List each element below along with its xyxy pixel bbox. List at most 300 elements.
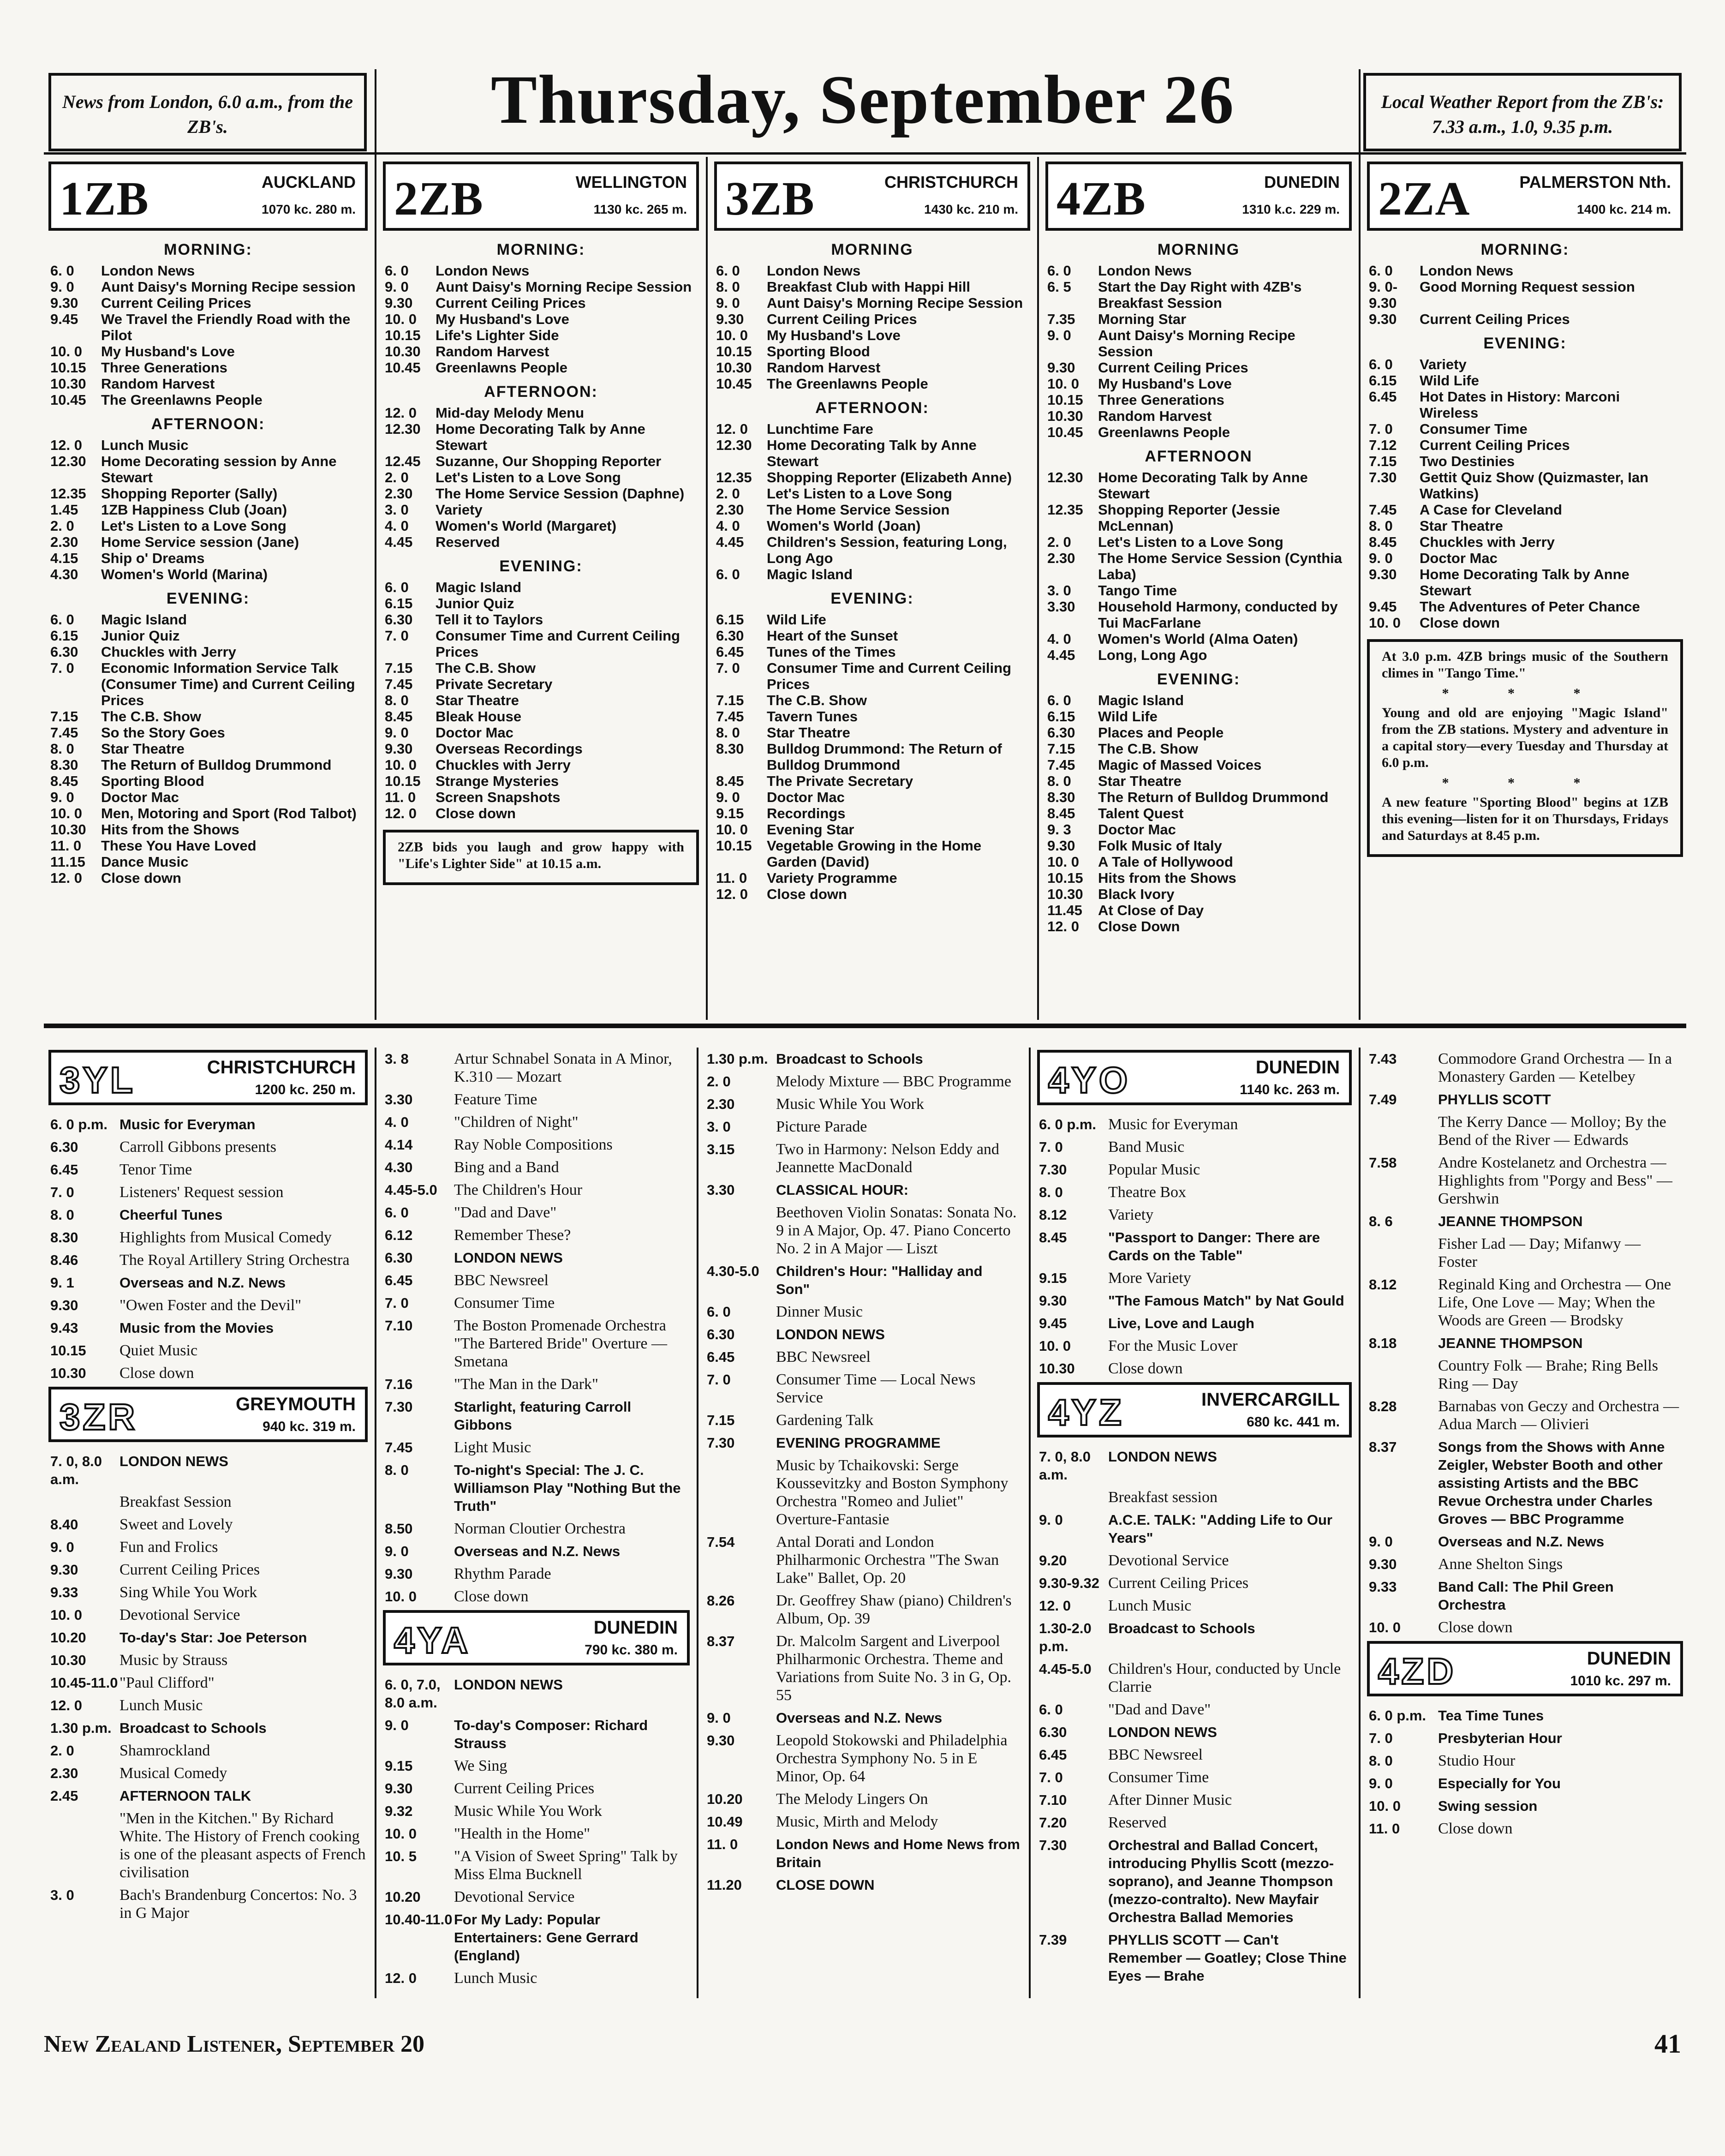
programme-time: 6.15: [1047, 708, 1075, 725]
programme-title: Devotional Service: [454, 1888, 575, 1905]
programme-time: [1369, 1113, 1438, 1149]
programme-title: Lunch Music: [119, 1697, 203, 1714]
programme-time: 12. 0: [385, 405, 417, 421]
programme-row: [385, 327, 697, 343]
programme-time: 6. 0: [1039, 1701, 1063, 1718]
programme-row: [1369, 1357, 1681, 1393]
programme-time: 2.30: [385, 485, 413, 502]
programme-title: Chuckles with Jerry: [436, 757, 571, 773]
programme-title: Devotional Service: [119, 1606, 240, 1623]
programme-title: "The Famous Match" by Nat Gould: [1108, 1293, 1344, 1309]
programme-title: Tea Time Tunes: [1438, 1707, 1544, 1724]
programme-row: [385, 725, 697, 741]
programme-title: Aunt Daisy's Morning Recipe Session: [436, 279, 692, 295]
programme-row: [1369, 1729, 1681, 1747]
programme-row: [1369, 1438, 1681, 1528]
programme-title: Vegetable Growing in the Home Garden (David): [767, 838, 982, 870]
section-heading: EVENING:: [1157, 671, 1241, 688]
programme-time: 12. 0: [1039, 1598, 1071, 1614]
programme-time: 6. 0 p.m.: [1039, 1116, 1097, 1132]
programme-title: Artur Schnabel Sonata in A Minor, K.310 — Mozart: [454, 1050, 672, 1085]
programme-title: Dr. Geoffrey Shaw (piano) Children's Album, Op. 39: [776, 1592, 1012, 1627]
programme-row: [50, 1538, 366, 1556]
programme-row: [385, 1136, 688, 1154]
programme-title: 1ZB Happiness Club (Joan): [101, 502, 287, 518]
programme-title: Magic of Massed Voices: [1098, 757, 1262, 773]
programme-time: 6. 0: [1369, 263, 1393, 279]
programme-title: Anne Shelton Sings: [1438, 1556, 1563, 1573]
programme-title: LONDON NEWS: [1108, 1449, 1217, 1465]
programme-time: 12. 0: [50, 437, 82, 453]
programme-title: Women's World (Margaret): [436, 518, 617, 534]
programme-row: [50, 660, 366, 708]
programme-row: [385, 789, 697, 805]
programme-time: 7.15: [1369, 453, 1397, 469]
programme-title: The Greenlawns People: [101, 392, 263, 408]
programme-title: Current Ceiling Prices: [1108, 1575, 1249, 1592]
programme-time: 8.45: [385, 708, 413, 725]
programme-row: [1047, 708, 1350, 725]
programme-time: 2.30: [50, 534, 78, 550]
programme-time: 6. 0, 7.0, 8.0 a.m.: [385, 1677, 441, 1711]
programme-title: Mid-day Melody Menu: [436, 405, 585, 421]
programme-row: [1369, 389, 1681, 421]
top-divider-4: [1359, 69, 1361, 1020]
programme-row: [707, 1181, 1020, 1199]
station-frequency: 1130 kc. 265 m.: [593, 202, 687, 216]
programme-row: [707, 1835, 1020, 1871]
programme-title: Dance Music: [101, 854, 189, 870]
programme-row: [1369, 518, 1681, 534]
programme-row: [385, 1847, 688, 1883]
programme-title: BBC Newsreel: [454, 1272, 549, 1289]
programme-title: Two Destinies: [1420, 453, 1515, 469]
programme-row: [385, 1158, 688, 1176]
programme-row: [1047, 263, 1350, 279]
section-heading: MORNING: [1157, 241, 1240, 258]
programme-title: Gettit Quiz Show (Quizmaster, Ian Watkins): [1420, 469, 1649, 502]
programme-title: Star Theatre: [1420, 518, 1503, 534]
programme-time: 9.33: [50, 1584, 78, 1600]
programme-time: 8. 0: [1047, 773, 1071, 789]
programme-title: Talent Quest: [1098, 805, 1184, 821]
programme-time: 6. 0: [1047, 263, 1071, 279]
station-frequency: 1400 kc. 214 m.: [1577, 202, 1671, 216]
programme-time: 8.30: [1047, 789, 1075, 805]
programme-row: [716, 741, 1028, 773]
programme-title: London News: [101, 263, 195, 279]
programme-time: 8. 6: [1369, 1213, 1393, 1229]
programme-row: [1047, 789, 1350, 805]
programme-title: Men, Motoring and Sport (Rod Talbot): [101, 805, 357, 821]
programme-title: Doctor Mac: [767, 789, 845, 805]
programme-time: 3. 8: [385, 1051, 409, 1067]
programme-row: [50, 534, 366, 550]
programme-title: Greenlawns People: [436, 359, 567, 376]
station-header: [48, 162, 368, 231]
programme-time: 10.20: [385, 1889, 421, 1905]
programme-row: [50, 870, 366, 886]
programme-row: [716, 534, 1028, 566]
bottom-divider-1: [375, 1048, 376, 1998]
programme-row: [50, 1493, 366, 1511]
programme-time: 6.15: [1369, 372, 1397, 389]
programme-title: Tavern Tunes: [767, 708, 858, 725]
programme-time: 7. 0: [50, 660, 74, 676]
programme-time: 3.30: [385, 1091, 413, 1108]
programme-title: Norman Cloutier Orchestra: [454, 1520, 626, 1537]
programme-time: 10.15: [50, 359, 86, 376]
programme-time: 8.40: [50, 1516, 78, 1533]
programme-time: 9. 0: [1039, 1512, 1063, 1528]
programme-title: Fisher Lad — Day; Mifanwy — Foster: [1438, 1235, 1641, 1270]
programme-time: 9.45: [1369, 599, 1397, 615]
programme-row: [385, 708, 697, 725]
programme-row: [385, 453, 697, 469]
section-heading: EVENING:: [166, 590, 250, 607]
programme-title: Bach's Brandenburg Concertos: No. 3 in G Major: [119, 1886, 357, 1922]
programme-row: [50, 725, 366, 741]
programme-row: [716, 821, 1028, 838]
programme-row: [50, 1274, 366, 1292]
programme-title: Consumer Time and Current Ceiling Prices: [436, 628, 680, 660]
programme-title: Music While You Work: [454, 1803, 602, 1820]
programme-time: 6.45: [50, 1162, 78, 1178]
programme-title: Close down: [1420, 615, 1500, 631]
programme-time: 6. 0: [716, 263, 740, 279]
programme-time: 9. 0: [1047, 327, 1071, 343]
programme-time: 9. 3: [1047, 821, 1071, 838]
programme-time: 12. 0: [385, 805, 417, 821]
programme-time: 10.49: [707, 1814, 743, 1830]
programme-title: The Return of Bulldog Drummond: [1098, 789, 1329, 805]
programme-row: [385, 1757, 688, 1775]
programme-time: 2. 0: [50, 518, 74, 534]
programme-time: 6.30: [707, 1326, 735, 1342]
programme-row: [1039, 1115, 1350, 1133]
programme-row: [1047, 757, 1350, 773]
programme-time: 9.30: [716, 311, 744, 327]
programme-row: [385, 518, 697, 534]
programme-title: Current Ceiling Prices: [767, 311, 917, 327]
programme-time: 6. 0: [385, 579, 409, 595]
programme-title: Magic Island: [101, 611, 187, 628]
station-call-sign: 3YL: [60, 1060, 136, 1101]
programme-row: [50, 279, 366, 295]
programme-row: [1039, 1511, 1350, 1547]
programme-time: 9.30: [1047, 359, 1075, 376]
programme-row: [385, 1716, 688, 1752]
section-heading: AFTERNOON:: [151, 415, 265, 433]
programme-time: 9.32: [385, 1803, 413, 1819]
programme-title: Dinner Music: [776, 1303, 863, 1320]
programme-time: 4.15: [50, 550, 78, 566]
programme-time: 7. 0: [1039, 1769, 1063, 1785]
programme-time: 8.12: [1039, 1207, 1067, 1223]
programme-time: 12.30: [50, 453, 86, 469]
programme-row: [50, 485, 366, 502]
programme-row: [707, 1371, 1020, 1407]
programme-title: Popular Music: [1108, 1161, 1200, 1178]
programme-row: [1047, 359, 1350, 376]
programme-title: Current Ceiling Prices: [436, 295, 586, 311]
programme-row: [1047, 550, 1350, 582]
programme-time: 8. 0: [716, 279, 740, 295]
programme-title: Black Ivory: [1098, 886, 1175, 902]
programme-time: 8.50: [385, 1521, 413, 1537]
programme-title: London News and Home News from Britain: [776, 1836, 1020, 1870]
programme-row: [385, 1317, 688, 1371]
programme-row: [1039, 1768, 1350, 1786]
programme-title: Recordings: [767, 805, 846, 821]
programme-row: [1047, 469, 1350, 502]
programme-row: [385, 1542, 688, 1560]
programme-time: 7. 0: [1039, 1139, 1063, 1155]
programme-row: [1369, 1797, 1681, 1815]
programme-time: 2.45: [50, 1788, 78, 1804]
programme-title: Close down: [119, 1365, 194, 1382]
programme-title: The Kerry Dance — Molloy; By the Bend of the River — Edwards: [1438, 1114, 1666, 1149]
programme-title: "Dad and Dave": [1108, 1701, 1211, 1718]
footer-publication: New Zealand Listener, September 20: [44, 2031, 424, 2057]
programme-title: Home Decorating session by Anne Stewart: [101, 453, 337, 485]
programme-row: [1047, 327, 1350, 359]
programme-row: [1369, 1050, 1681, 1086]
programme-title: Lunch Music: [454, 1970, 537, 1987]
programme-time: 8.45: [1369, 534, 1397, 550]
station-city: CHRISTCHURCH: [884, 173, 1018, 192]
programme-time: 7.58: [1369, 1155, 1397, 1171]
programme-row: [50, 1629, 366, 1647]
programme-row: [707, 1434, 1020, 1452]
programme-title: Variety Programme: [767, 870, 897, 886]
programme-title: Lunchtime Fare: [767, 421, 873, 437]
programme-time: 9. 0: [1369, 550, 1393, 566]
station-frequency: 940 kc. 319 m.: [263, 1419, 356, 1434]
programme-title: Band Call: The Phil Green Orchestra: [1438, 1579, 1614, 1613]
station-call-sign: 2ZB: [394, 172, 483, 225]
programme-row: [385, 469, 697, 485]
programme-row: [385, 1271, 688, 1289]
programme-row: [1039, 1660, 1350, 1696]
programme-row: [1369, 372, 1681, 389]
programme-title: Breakfast Session: [119, 1493, 232, 1510]
programme-row: [707, 1095, 1020, 1113]
programme-row: [707, 1411, 1020, 1429]
programme-title: Hits from the Shows: [1098, 870, 1236, 886]
programme-time: 7.45: [1047, 757, 1075, 773]
programme-time: 9. 0: [50, 279, 74, 295]
programme-row: [50, 1206, 366, 1224]
programme-title: PHYLLIS SCOTT: [1438, 1091, 1551, 1108]
programme-title: Cheerful Tunes: [119, 1207, 223, 1223]
programme-row: [707, 1140, 1020, 1176]
programme-time: 6.30: [716, 628, 744, 644]
programme-time: 9.30: [1369, 1556, 1397, 1572]
programme-title: Country Folk — Brahe; Ring Bells Ring — Day: [1438, 1357, 1658, 1392]
programme-row: [1369, 550, 1681, 566]
programme-time: 1.30 p.m.: [50, 1720, 112, 1736]
programme-time: 9.30: [1369, 566, 1397, 582]
programme-time: 11.45: [1047, 902, 1082, 918]
programme-row: [385, 1050, 688, 1086]
section-heading: EVENING:: [499, 557, 583, 575]
programme-row: [1369, 469, 1681, 502]
station-frequency: 1140 kc. 263 m.: [1240, 1082, 1340, 1097]
programme-title: Let's Listen to a Love Song: [436, 469, 621, 485]
programme-row: [1369, 421, 1681, 437]
programme-title: The C.B. Show: [767, 692, 867, 708]
programme-title: Especially for You: [1438, 1775, 1561, 1791]
station-header: [1037, 1050, 1352, 1105]
programme-time: 8.26: [707, 1593, 735, 1609]
programme-time: 7. 0, 8.0 a.m.: [50, 1453, 102, 1487]
programme-time: 11. 0: [385, 789, 416, 805]
programme-time: 10. 0: [385, 1588, 417, 1605]
programme-title: Let's Listen to a Love Song: [767, 485, 952, 502]
programme-row: [385, 1910, 688, 1964]
programme-time: 6. 0: [716, 566, 740, 582]
programme-time: 9. 0: [385, 1543, 409, 1559]
programme-title: Starlight, featuring Carroll Gibbons: [454, 1399, 632, 1433]
page-number: 41: [1654, 2029, 1681, 2059]
programme-row: [50, 1115, 366, 1133]
programme-time: 4.45: [385, 534, 413, 550]
programme-title: Highlights from Musical Comedy: [119, 1229, 332, 1246]
programme-title: Let's Listen to a Love Song: [101, 518, 287, 534]
programme-title: Beethoven Violin Sonatas: Sonata No. 9 in A Major, Op. 47. Piano Concerto No. 2 in A Major — Liszt: [776, 1204, 1017, 1257]
programme-time: 6.45: [707, 1349, 735, 1365]
programme-time: 6. 0: [1047, 692, 1071, 708]
programme-title: "Owen Foster and the Devil": [119, 1297, 302, 1314]
programme-title: The Boston Promenade Orchestra "The Bartered Bride" Overture — Smetana: [454, 1317, 668, 1370]
programme-row: [50, 1719, 366, 1737]
programme-time: 9.30: [50, 295, 78, 311]
programme-time: 10.45: [385, 359, 421, 376]
station-frequency: 1010 kc. 297 m.: [1570, 1673, 1671, 1689]
programme-title: Reserved: [1108, 1814, 1167, 1831]
programme-row: [385, 311, 697, 327]
programme-time: 9.15: [1039, 1270, 1067, 1286]
programme-title: Bleak House: [436, 708, 522, 725]
station-frequency: 1070 kc. 280 m.: [262, 202, 356, 216]
programme-title: Ray Noble Compositions: [454, 1136, 613, 1153]
programme-row: [716, 773, 1028, 789]
programme-time: 12.30: [1047, 469, 1083, 485]
programme-time: [707, 1456, 776, 1528]
programme-time: 9.30: [1039, 1293, 1067, 1309]
programme-row: [385, 741, 697, 757]
programme-title: Random Harvest: [767, 359, 881, 376]
programme-row: [1047, 692, 1350, 708]
programme-time: 9.15: [716, 805, 744, 821]
programme-title: AFTERNOON TALK: [119, 1788, 251, 1804]
station-call-sign: 4YA: [394, 1620, 471, 1661]
programme-time: 10.30: [1047, 408, 1083, 424]
programme-row: [1039, 1448, 1350, 1484]
programme-title: Sporting Blood: [767, 343, 870, 359]
programme-title: More Variety: [1108, 1270, 1191, 1287]
programme-time: 9.30: [50, 1562, 78, 1578]
promo-box: [1367, 639, 1683, 857]
programme-row: [385, 279, 697, 295]
programme-row: [1047, 870, 1350, 886]
programme-time: 8. 0: [50, 1207, 74, 1223]
programme-time: 12. 0: [50, 1697, 82, 1713]
programme-time: 7.15: [1047, 741, 1075, 757]
programme-time: 10. 0: [1369, 1798, 1401, 1814]
programme-row: [716, 644, 1028, 660]
programme-title: BBC Newsreel: [1108, 1746, 1203, 1763]
programme-row: [1039, 1138, 1350, 1156]
programme-row: [50, 437, 366, 453]
programme-row: [385, 1249, 688, 1267]
promo-paragraph: At 3.0 p.m. 4ZB brings music of the Southern climes in "Tango Time.": [1382, 649, 1668, 681]
programme-title: Star Theatre: [101, 741, 185, 757]
programme-row: [385, 1438, 688, 1456]
programme-time: 9. 0: [385, 725, 409, 741]
programme-title: Wild Life: [1098, 708, 1158, 725]
programme-time: 7. 0: [50, 1184, 74, 1200]
programme-row: [385, 1565, 688, 1583]
programme-title: Home Decorating Talk by Anne Stewart: [1098, 469, 1308, 502]
programme-title: The C.B. Show: [101, 708, 201, 725]
programme-time: 2.30: [1047, 550, 1075, 566]
programme-row: [50, 741, 366, 757]
programme-title: Aunt Daisy's Morning Recipe Session: [1098, 327, 1295, 359]
programme-time: 4.45-5.0: [1039, 1661, 1092, 1677]
programme-title: My Husband's Love: [101, 343, 235, 359]
programme-row: [707, 1325, 1020, 1343]
programme-time: 8. 0: [385, 692, 409, 708]
programme-row: [50, 359, 366, 376]
programme-time: 7.39: [1039, 1932, 1067, 1948]
programme-row: [50, 1561, 366, 1579]
programme-time: [1369, 1235, 1438, 1271]
programme-title: "Men in the Kitchen." By Richard White. The History of French cooking is one of the pleasant aspects of French civilisation: [119, 1810, 366, 1881]
programme-row: [385, 611, 697, 628]
programme-title: For My Lady: Popular Entertainers: Gene Gerrard (England): [454, 1911, 639, 1964]
programme-title: The Melody Lingers On: [776, 1791, 928, 1808]
programme-row: [1047, 311, 1350, 327]
programme-time: 9. 0-9.30: [1369, 279, 1398, 311]
programme-time: 10. 0: [50, 1607, 82, 1623]
programme-row: [1369, 502, 1681, 518]
programme-title: The Return of Bulldog Drummond: [101, 757, 332, 773]
programme-time: 6. 0 p.m.: [1369, 1707, 1427, 1724]
section-heading: MORNING:: [1480, 241, 1570, 258]
top-divider-1: [375, 69, 376, 1020]
programme-row: [1369, 615, 1681, 631]
programme-time: 10.45: [1047, 424, 1083, 440]
programme-title: Good Morning Request session: [1420, 279, 1635, 295]
programme-title: Listeners' Request session: [119, 1184, 284, 1201]
programme-row: [716, 502, 1028, 518]
programme-time: 11.20: [707, 1877, 742, 1893]
programme-row: [50, 611, 366, 628]
programme-row: [1369, 534, 1681, 550]
programme-title: Tango Time: [1098, 582, 1177, 599]
programme-row: [1047, 725, 1350, 741]
programme-time: 4.30: [385, 1159, 413, 1175]
programme-row: [1047, 424, 1350, 440]
programme-time: 12.35: [50, 485, 86, 502]
programme-title: Carroll Gibbons presents: [119, 1138, 276, 1156]
schedule-2za: [1362, 162, 1688, 1006]
programme-title: At Close of Day: [1098, 902, 1204, 918]
programme-title: Consumer Time: [1108, 1769, 1209, 1786]
separator-stars: * * *: [1442, 686, 1608, 701]
